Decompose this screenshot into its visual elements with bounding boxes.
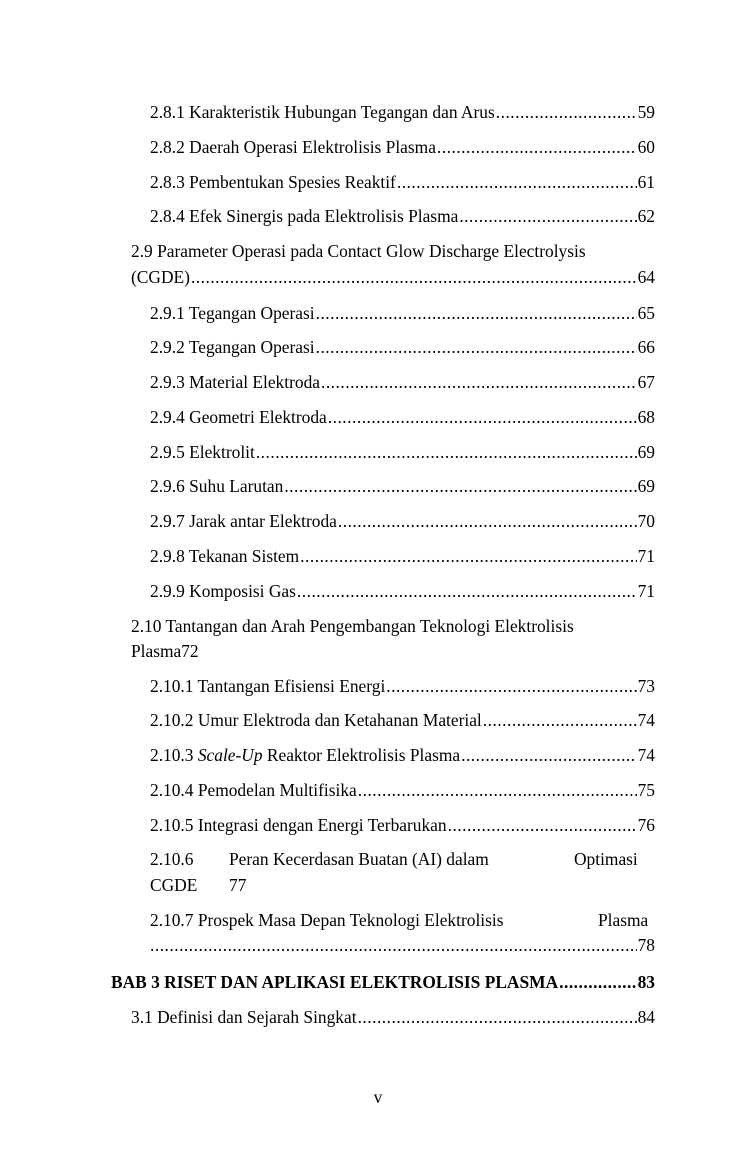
dot-leader [316, 335, 637, 359]
toc-entry-2-9-9[interactable] [150, 579, 655, 603]
toc-entry-title: 3.1 Definisi dan Sejarah Singkat [131, 1007, 357, 1027]
toc-entry-2-9-8[interactable] [150, 544, 655, 568]
toc-entry-number: 2.10.6 [150, 849, 194, 869]
toc-entry-2-9-4[interactable] [150, 405, 655, 429]
toc-page-number: 78 [637, 935, 655, 955]
toc-entry-title: 2.8.4 Efek Sinergis pada Elektrolisis Plasma [150, 206, 459, 226]
toc-page-number: 76 [637, 815, 655, 835]
dot-leader [300, 544, 636, 568]
toc-page-number: 68 [637, 407, 655, 427]
toc-entry-title: 2.9.1 Tegangan Operasi [150, 303, 315, 323]
toc-entry-title-end: Plasma [598, 910, 649, 930]
toc-entry-title: 2.10.2 Umur Elektroda dan Ketahanan Material [150, 710, 482, 730]
dot-leader [397, 170, 637, 194]
toc-page-number: 71 [637, 546, 655, 566]
toc-entry-2-9-6[interactable] [150, 474, 655, 498]
toc-page-number: 77 [229, 875, 247, 895]
toc-entry-title: 2.9.9 Komposisi Gas [150, 581, 296, 601]
dot-leader [559, 970, 636, 994]
toc-entry-2-9-3[interactable] [150, 370, 655, 394]
toc-entry-title: Peran Kecerdasan Buatan (AI) dalam [229, 849, 489, 869]
toc-entry-title: 2.9.3 Material Elektroda [150, 372, 320, 392]
toc-entry-2-10-3[interactable] [150, 743, 655, 767]
toc-page-number: 74 [637, 745, 655, 765]
toc-page-number: 62 [637, 206, 655, 226]
toc-entry-2-10-1[interactable] [150, 674, 655, 698]
toc-page-number: 69 [637, 442, 655, 462]
dot-leader [316, 301, 637, 325]
toc-page-number: 71 [637, 581, 655, 601]
toc-entry-2-8-2[interactable] [150, 135, 655, 159]
toc-entry-3-1[interactable] [131, 1005, 655, 1029]
toc-entry-2-9-title[interactable]: 2.9 Parameter Operasi pada Contact Glow Discharge Electrolysis [131, 241, 586, 261]
toc-page-number: 59 [637, 102, 655, 122]
toc-entry-2-10-2[interactable] [150, 708, 655, 732]
toc-entry-2-9-2[interactable] [150, 335, 655, 359]
toc-entry-2-10-continuation[interactable]: Plasma72 [131, 641, 199, 661]
page-footer-number: v [373, 1087, 383, 1107]
dot-leader [150, 933, 637, 957]
dot-leader [448, 813, 637, 837]
dot-leader [338, 509, 637, 533]
toc-entry-2-8-4[interactable] [150, 204, 655, 228]
dot-leader [386, 674, 636, 698]
dot-leader [256, 440, 637, 464]
dot-leader [358, 1005, 637, 1029]
toc-entry-title: 2.9.8 Tekanan Sistem [150, 546, 300, 566]
toc-page-number: 83 [637, 972, 655, 992]
toc-page-number: 61 [637, 172, 655, 192]
dot-leader [358, 778, 637, 802]
toc-entry-2-9-5[interactable] [150, 440, 655, 464]
toc-entry-title: 2.9.7 Jarak antar Elektroda [150, 511, 337, 531]
toc-chapter-title: BAB 3 RISET DAN APLIKASI ELEKTROLISIS PLASMA [111, 972, 559, 992]
toc-entry-2-9-7[interactable] [150, 509, 655, 533]
toc-page-number: 73 [637, 676, 655, 696]
toc-entry-2-10-4[interactable] [150, 778, 655, 802]
toc-page-number: 64 [637, 267, 655, 287]
toc-page-number: 69 [637, 476, 655, 496]
toc-entry-title: 2.10.7 Prospek Masa Depan Teknologi Elektrolisis [150, 910, 504, 930]
toc-page-number: 74 [637, 710, 655, 730]
dot-leader [496, 100, 637, 124]
toc-entry-2-8-1[interactable] [150, 100, 655, 124]
toc-page-number: 84 [637, 1007, 655, 1027]
toc-entry-title: 2.10.1 Tantangan Efisiensi Energi [150, 676, 386, 696]
toc-page-number: 67 [637, 372, 655, 392]
toc-page-number: 60 [637, 137, 655, 157]
dot-leader [284, 474, 636, 498]
toc-entry-title: 2.9.2 Tegangan Operasi [150, 337, 315, 357]
dot-leader [191, 265, 637, 289]
dot-leader [321, 370, 637, 394]
dot-leader [328, 405, 637, 429]
toc-entry-2-8-3[interactable] [150, 170, 655, 194]
toc-entry-2-9[interactable] [131, 265, 655, 289]
toc-page-number: 65 [637, 303, 655, 323]
toc-entry-continuation: CGDE [150, 875, 198, 895]
toc-entry-prefix: 2.10.3 [150, 745, 198, 765]
toc-entry-title: 2.8.2 Daerah Operasi Elektrolisis Plasma [150, 137, 436, 157]
dot-leader [461, 743, 637, 767]
toc-chapter-bab-3[interactable] [111, 970, 655, 994]
toc-entry-title: (CGDE) [131, 267, 190, 287]
toc-entry-title: 2.8.3 Pembentukan Spesies Reaktif [150, 172, 396, 192]
toc-entry-title: 2.9.4 Geometri Elektroda [150, 407, 327, 427]
toc-entry-leader-row [150, 933, 655, 957]
toc-page-number: 75 [637, 780, 655, 800]
toc-entry-title: 2.10.4 Pemodelan Multifisika [150, 780, 357, 800]
dot-leader [297, 579, 637, 603]
toc-entry-title-end: Optimasi [574, 849, 638, 869]
toc-entry-2-10-5[interactable] [150, 813, 655, 837]
toc-entry-2-10-title[interactable]: 2.10 Tantangan dan Arah Pengembangan Teknologi Elektrolisis [131, 616, 574, 636]
toc-page-number: 70 [637, 511, 655, 531]
dot-leader [459, 204, 636, 228]
toc-entry-title: 2.10.5 Integrasi dengan Energi Terbarukan [150, 815, 447, 835]
toc-page-number: 66 [637, 337, 655, 357]
toc-entry-2-9-1[interactable] [150, 301, 655, 325]
toc-entry-title: 2.9.6 Suhu Larutan [150, 476, 284, 496]
toc-entry-title [150, 743, 460, 767]
dot-leader [437, 135, 637, 159]
toc-entry-suffix: Reaktor Elektrolisis Plasma [262, 745, 461, 765]
toc-entry-title: 2.8.1 Karakteristik Hubungan Tegangan dan Arus [150, 102, 495, 122]
toc-entry-italic-term: Scale-Up [197, 745, 263, 765]
dot-leader [483, 708, 637, 732]
toc-entry-title: 2.9.5 Elektrolit [150, 442, 255, 462]
